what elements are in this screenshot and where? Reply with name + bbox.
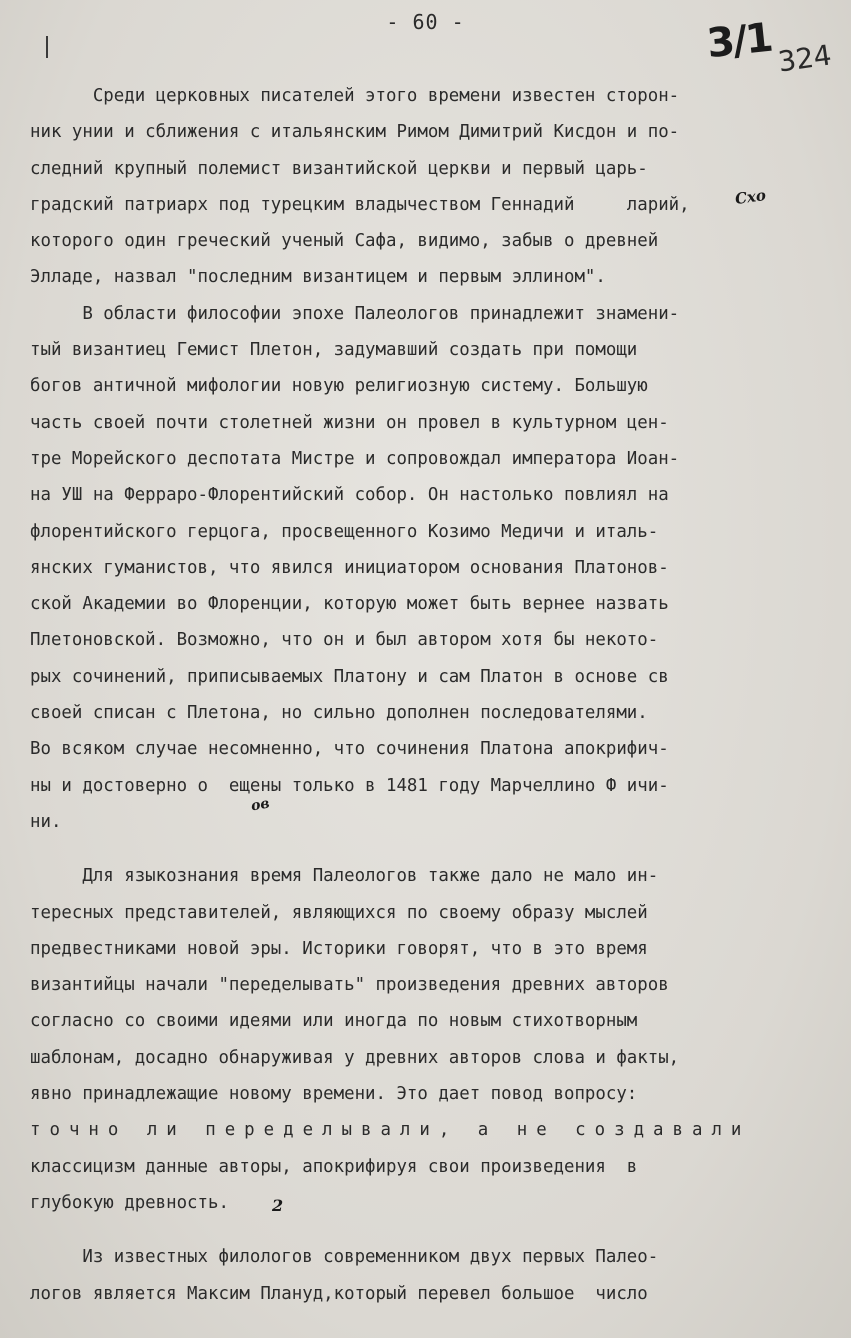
text-line: ни. <box>30 811 62 832</box>
text-line: предвестниками новой эры. Историки говорят, что в это время <box>30 938 648 959</box>
text-line: В области философии эпохе Палеологов принадлежит знамени- <box>30 303 680 324</box>
text-line: на УШ на Ферраро-Флорентийский собор. Он настолько повлиял на <box>30 485 669 506</box>
body-text <box>30 78 845 1312</box>
text-line: которого один греческий ученый Сафа, видимо, забыв о древней <box>30 231 659 252</box>
text-line: шаблонам, досадно обнаруживая у древних авторов слова и факты, <box>30 1047 680 1068</box>
archive-stamp-number: 324 <box>775 38 834 79</box>
text-line: Элладе, назвал "последним византицем и первым эллином". <box>30 267 606 288</box>
text-line: глубокую древность. <box>30 1192 229 1213</box>
text-line: ской Академии во Флоренции, которую может быть вернее назвать <box>30 594 669 615</box>
text-line: градский патриарх под турецким владычеством Геннадий ларий, <box>30 194 690 215</box>
text-line: ник унии и сближения с итальянским Римом Димитрий Кисдон и по- <box>30 122 680 143</box>
text-line: Из известных филологов современником двух первых Палео- <box>30 1247 659 1268</box>
handwritten-correction: ов <box>249 795 271 815</box>
text-line: византийцы начали "переделывать" произведения древних авторов <box>30 975 669 996</box>
paragraph-gap <box>30 840 845 858</box>
text-line: Среди церковных писателей этого времени известен сторон- <box>30 86 680 106</box>
archive-stamp: 3/1 <box>704 14 774 68</box>
paragraph-gap <box>30 1221 845 1239</box>
text-line: согласно со своими идеями или иногда по новым стихотворным <box>30 1011 638 1032</box>
text-line: классицизм данные авторы, апокрифируя свои произведения в <box>30 1156 638 1177</box>
margin-mark <box>46 36 48 58</box>
text-line: следний крупный полемист византийской церкви и первый царь- <box>30 158 648 179</box>
text-line: Во всяком случае несомненно, что сочинения Платона апокрифич- <box>30 739 669 760</box>
spaced-emphasis-line: точно ли переделывали, а не создавали <box>30 1120 751 1141</box>
text-line: своей списан с Плетона, но сильно дополнен последователями. <box>30 703 648 724</box>
text-line: рых сочинений, приписываемых Платону и сам Платон в основе св <box>30 666 669 687</box>
text-line: богов античной мифологии новую религиозную систему. Большую <box>30 376 648 397</box>
text-line: часть своей почти столетней жизни он провел в культурном цен- <box>30 412 669 433</box>
page-number: - 60 - <box>386 10 465 34</box>
text-line: Плетоновской. Возможно, что он и был автором хотя бы некото- <box>30 630 659 651</box>
text-line: явно принадлежащие новому времени. Это дает повод вопросу: <box>30 1084 638 1105</box>
text-line: логов является Максим Плануд,который перевел большое число <box>30 1283 648 1304</box>
text-line: янских гуманистов, что явился инициатором основания Платонов- <box>30 557 669 578</box>
text-line: ны и достоверно о ещены только в 1481 году Марчеллино Ф ичи- <box>30 775 669 796</box>
handwritten-correction: Схо <box>733 185 767 209</box>
text-line: тересных представителей, являющихся по своему образу мыслей <box>30 902 648 923</box>
text-line: Для языкознания время Палеологов также дало не мало ин- <box>30 866 659 887</box>
handwritten-footnote-mark: 2 <box>272 1196 284 1215</box>
text-line: тре Морейского деспотата Мистре и сопровождал императора Иоан- <box>30 448 680 469</box>
text-line: флорентийского герцога, просвещенного Козимо Медичи и италь- <box>30 521 659 542</box>
text-line: тый византиец Гемист Плетон, задумавший создать при помощи <box>30 340 638 361</box>
